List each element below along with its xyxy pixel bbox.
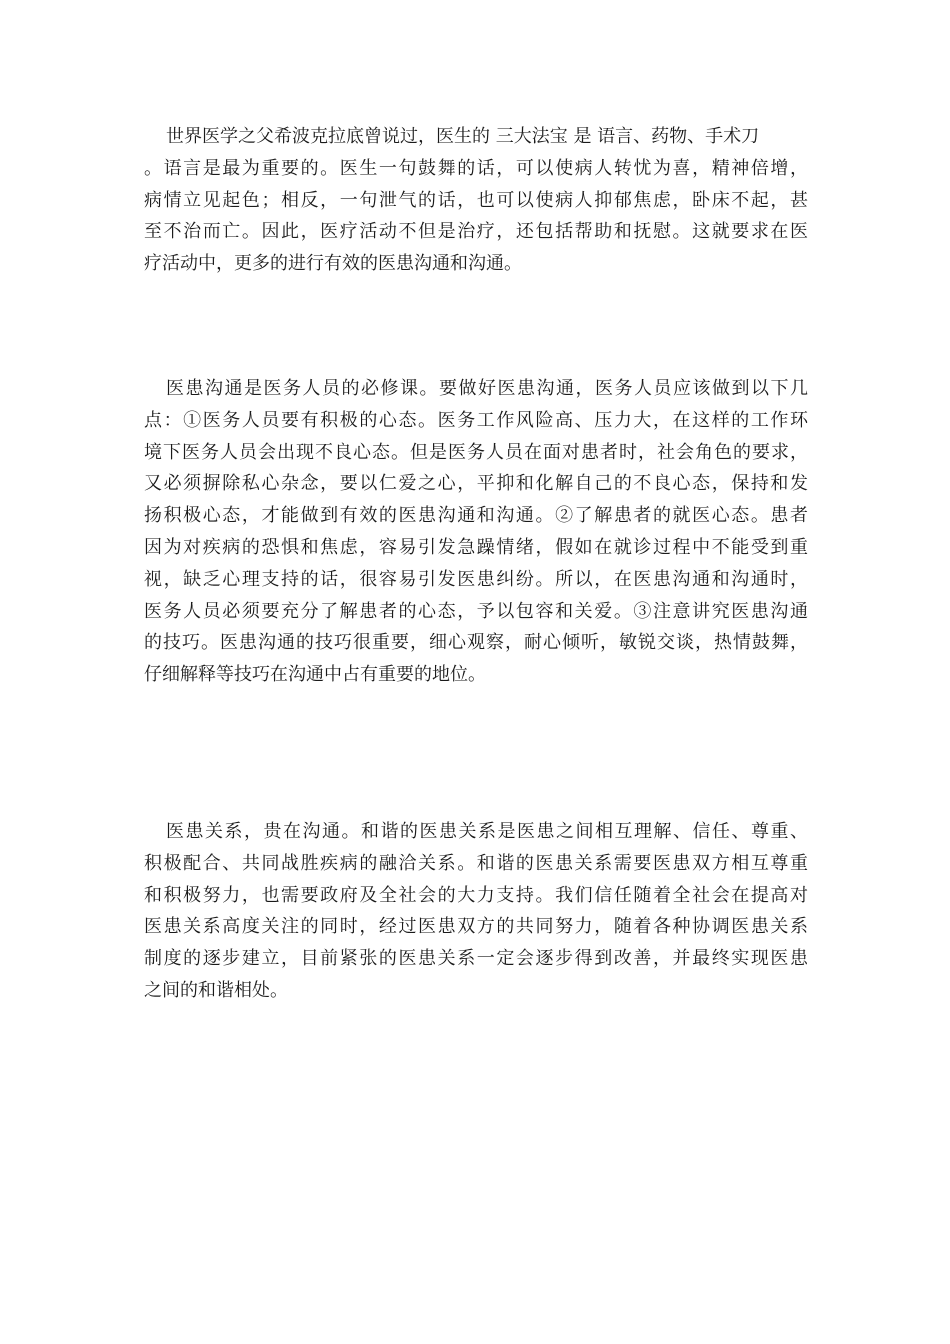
paragraph-line: 的技巧。医患沟通的技巧很重要，细心观察，耐心倾听，敏锐交谈，热情鼓舞，	[144, 632, 808, 654]
paragraph-line: 又必须摒除私心杂念，要以仁爱之心，平抑和化解自己的不良心态，保持和发	[144, 473, 808, 495]
paragraph-line: 之间的和谐相处。	[144, 979, 288, 1001]
paragraph-line: 仔细解释等技巧在沟通中占有重要的地位。	[144, 664, 486, 686]
paragraph-line: 病情立见起色；相反，一句泄气的话，也可以使病人抑郁焦虑，卧床不起，甚	[144, 189, 808, 211]
paragraph-line: 视，缺乏心理支持的话，很容易引发医患纠纷。所以，在医患沟通和沟通时，	[144, 568, 808, 590]
paragraph-line: 医患关系高度关注的同时，经过医患双方的共同努力，随着各种协调医患关系	[144, 916, 808, 938]
paragraph-line: 至不治而亡。因此，医疗活动不但是治疗，还包括帮助和抚慰。这就要求在医	[144, 221, 808, 243]
paragraph-line: 和积极努力，也需要政府及全社会的大力支持。我们信任随着全社会在提高对	[144, 884, 808, 906]
paragraph-line: 疗活动中，更多的进行有效的医患沟通和沟通。	[144, 253, 522, 275]
paragraph-line: 点：①医务人员要有积极的心态。医务工作风险高、压力大，在这样的工作环	[144, 409, 808, 431]
paragraph-line: 因为对疾病的恐惧和焦虑，容易引发急躁情绪，假如在就诊过程中不能受到重	[144, 536, 808, 558]
paragraph-3	[144, 816, 808, 1007]
paragraph-line: 积极配合、共同战胜疾病的融洽关系。和谐的医患关系需要医患双方相互尊重	[144, 852, 808, 874]
paragraph-line: 扬积极心态，才能做到有效的医患沟通和沟通。②了解患者的就医心态。患者	[144, 505, 808, 527]
paragraph-line: 医患沟通是医务人员的必修课。要做好医患沟通，医务人员应该做到以下几	[166, 378, 808, 399]
paragraph-line: 医患关系，贵在沟通。和谐的医患关系是医患之间相互理解、信任、尊重、	[166, 821, 808, 842]
paragraph-1	[144, 121, 808, 280]
paragraph-2	[144, 373, 808, 691]
paragraph-line: 制度的逐步建立，目前紧张的医患关系一定会逐步得到改善，并最终实现医患	[144, 948, 808, 970]
paragraph-line: 世界医学之父希波克拉底曾说过，医生的 三大法宝 是 语言、药物、手术刀	[166, 126, 760, 147]
paragraph-line: 。语言是最为重要的。医生一句鼓舞的话，可以使病人转忧为喜，精神倍增，	[144, 157, 808, 179]
paragraph-line: 境下医务人员会出现不良心态。但是医务人员在面对患者时，社会角色的要求，	[144, 441, 808, 463]
paragraph-line: 医务人员必须要充分了解患者的心态，予以包容和关爱。③注意讲究医患沟通	[144, 600, 808, 622]
